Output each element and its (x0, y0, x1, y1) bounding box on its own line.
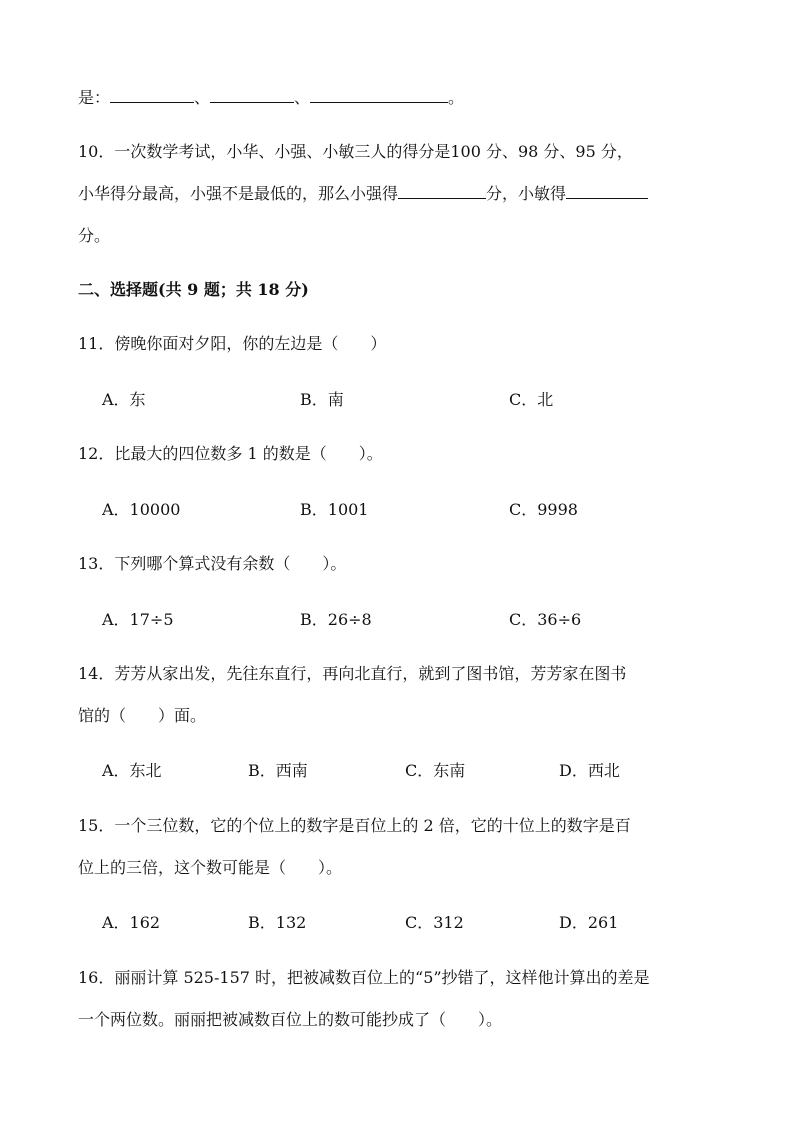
q13-option-b[interactable]: B．26÷8 (300, 610, 372, 629)
q11-option-c[interactable]: C．北 (509, 390, 554, 409)
q11-option-a[interactable]: A．东 (102, 390, 146, 409)
q14-option-a[interactable]: A．东北 (102, 761, 162, 780)
q9-sep-2: 、 (294, 88, 311, 107)
q10-line-3: 分。 (78, 226, 111, 245)
q9-blank-1[interactable] (110, 86, 194, 103)
q15-option-b[interactable]: B．132 (248, 913, 307, 932)
q15-option-c[interactable]: C．312 (405, 913, 464, 932)
q14-option-c[interactable]: C．东南 (405, 761, 466, 780)
q14-option-d[interactable]: D．西北 (559, 761, 620, 780)
q9-blank-3[interactable] (310, 86, 448, 103)
section-2-heading: 二、选择题(共 9 题；共 18 分) (78, 280, 309, 299)
q12-option-b[interactable]: B．1001 (300, 500, 369, 519)
q10-line-1: 10．一次数学考试，小华、小强、小敏三人的得分是100 分、98 分、95 分， (78, 142, 633, 161)
q10-line-2 (78, 182, 648, 206)
q9-sep-1: 、 (194, 88, 211, 107)
q12-option-c[interactable]: C．9998 (509, 500, 578, 519)
q16-text-line-2: 一个两位数。丽丽把被减数百位上的数可能抄成了（ ）。 (78, 1010, 503, 1029)
q16-text-line-1: 16．丽丽计算 525-157 时，把被减数百位上的“5”抄错了，这样他计算出的差是 (78, 968, 650, 987)
q14-option-b[interactable]: B．西南 (248, 761, 308, 780)
q11-option-b[interactable]: B．南 (300, 390, 344, 409)
q9-answer-line (78, 86, 464, 110)
q14-text-line-1: 14．芳芳从家出发，先往东直行，再向北直行，就到了图书馆，芳芳家在图书 (78, 664, 627, 683)
q12-text: 12．比最大的四位数多 1 的数是（ ）。 (78, 444, 383, 463)
q10-blank-2[interactable] (566, 182, 648, 199)
q10-blank-1[interactable] (398, 182, 486, 199)
q13-text: 13．下列哪个算式没有余数（ ）。 (78, 554, 347, 573)
q15-option-d[interactable]: D．261 (559, 913, 619, 932)
q15-text-line-1: 15．一个三位数，它的个位上的数字是百位上的 2 倍，它的十位上的数字是百 (78, 816, 631, 835)
q14-text-line-2: 馆的（ ）面。 (78, 706, 207, 725)
q10-text-a: 小华得分最高，小强不是最低的，那么小强得 (78, 184, 399, 203)
q15-option-a[interactable]: A．162 (102, 913, 161, 932)
q12-option-a[interactable]: A．10000 (102, 500, 181, 519)
q15-text-line-2: 位上的三倍，这个数可能是（ ）。 (78, 858, 343, 877)
q13-option-c[interactable]: C．36÷6 (509, 610, 582, 629)
q10-text-b: 分，小敏得 (486, 184, 567, 203)
q9-blank-2[interactable] (210, 86, 294, 103)
q9-prefix: 是： (78, 88, 111, 107)
q9-end: 。 (448, 88, 465, 107)
q11-text: 11．傍晚你面对夕阳，你的左边是（ ） (78, 334, 387, 353)
q13-option-a[interactable]: A．17÷5 (102, 610, 174, 629)
